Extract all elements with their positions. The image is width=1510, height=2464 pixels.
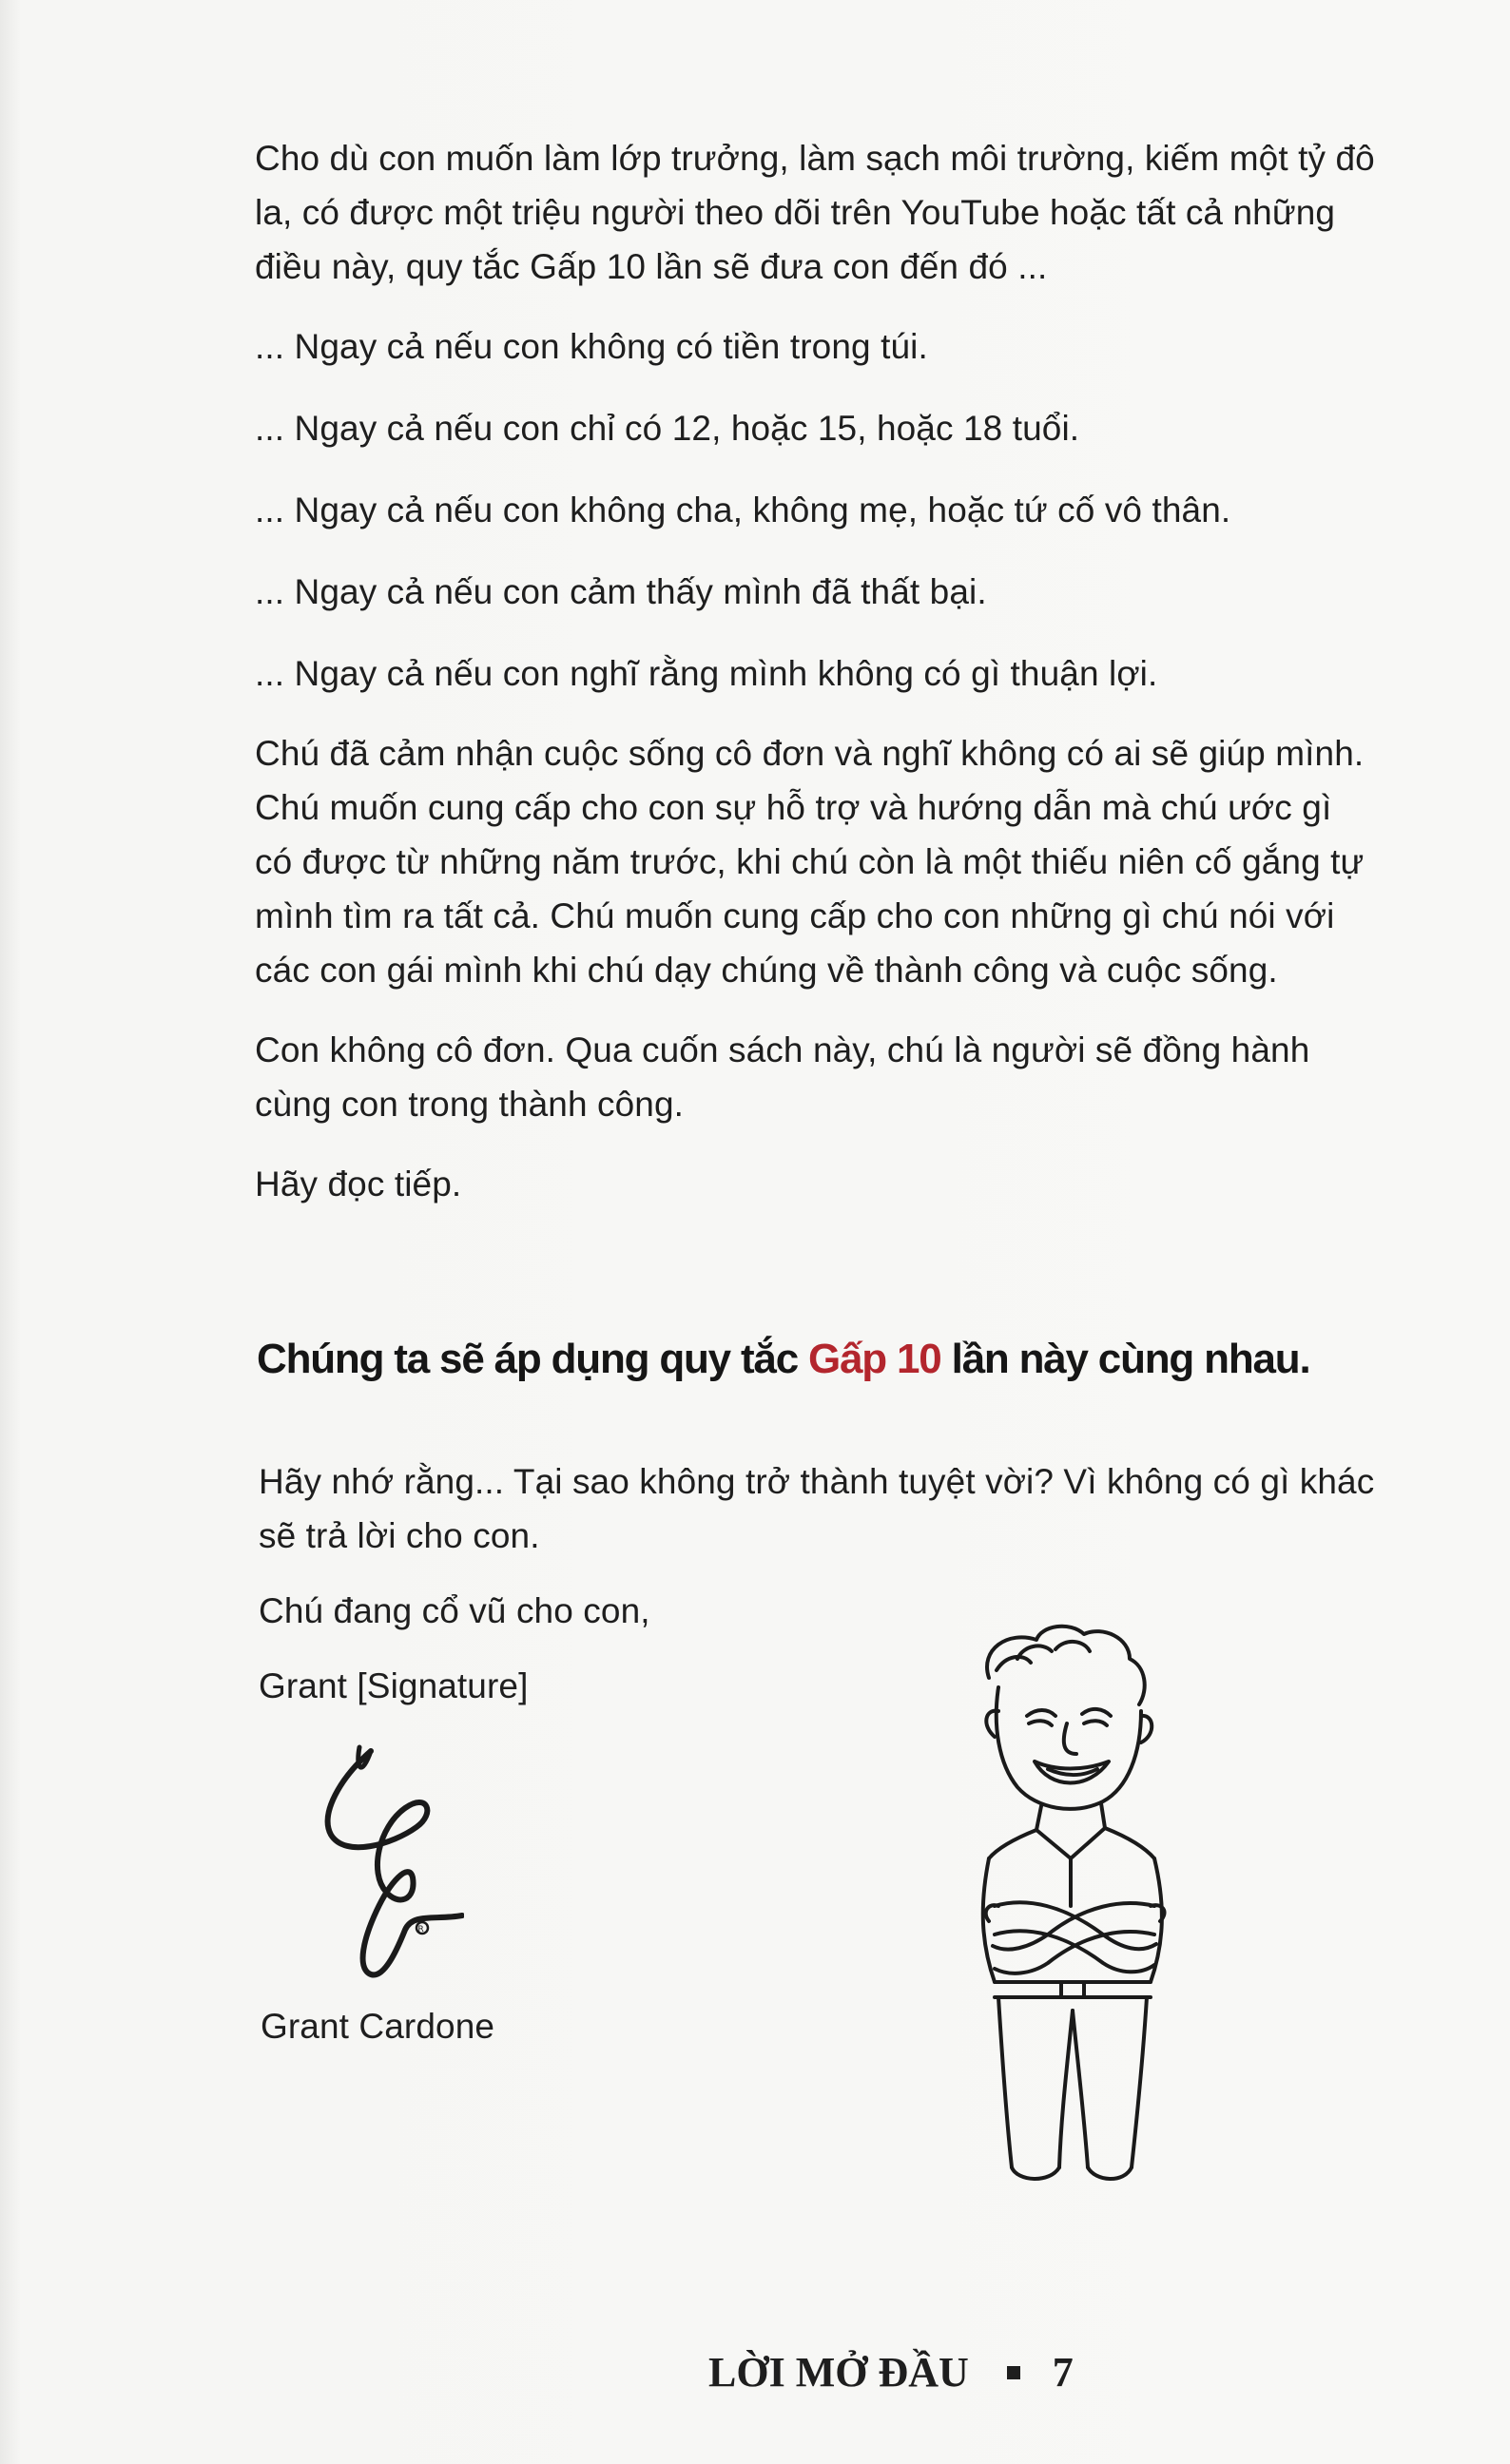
- signature-icon: [302, 1740, 464, 1987]
- paragraph-no-money: ... Ngay cả nếu con không có tiền trong túi.: [255, 327, 928, 366]
- paragraph-no-advantage: ... Ngay cả nếu con nghĩ rằng mình không có gì thuận lợi.: [255, 654, 1158, 693]
- closing-grant: Grant [Signature]: [259, 1666, 529, 1705]
- heading-accent: Gấp 10: [808, 1336, 941, 1382]
- paragraph-read-on: Hãy đọc tiếp.: [255, 1165, 462, 1203]
- body-text: [255, 131, 1377, 1211]
- page-footer: [708, 2348, 1074, 2397]
- footer-square-icon: [1007, 2366, 1020, 2379]
- closing-cheering: Chú đang cổ vũ cho con,: [259, 1591, 650, 1630]
- closing-remember: Hãy nhớ rằng... Tại sao không trở thành tuyệt vời? Vì không có gì khác sẽ trả lời cho con.: [259, 1462, 1375, 1555]
- paragraph-failed: ... Ngay cả nếu con cảm thấy mình đã thất bại.: [255, 572, 987, 611]
- closing-text: [259, 1454, 1381, 1713]
- paragraph-not-alone: Con không cô đơn. Qua cuốn sách này, chú là người sẽ đồng hành cùng con trong thành công.: [255, 1030, 1310, 1124]
- footer-section-title: LỜI MỞ ĐẦU: [708, 2349, 969, 2396]
- heading-text-after: lần này cùng nhau.: [940, 1336, 1310, 1382]
- paragraph-age: ... Ngay cả nếu con chỉ có 12, hoặc 15, hoặc 18 tuổi.: [255, 409, 1080, 448]
- caricature-icon: [960, 1621, 1189, 2191]
- page-number: 7: [1052, 2349, 1074, 2396]
- paragraph-orphan: ... Ngay cả nếu con không cha, không mẹ, hoặc tứ cố vô thân.: [255, 491, 1231, 529]
- heading-text-before: Chúng ta sẽ áp dụng quy tắc: [257, 1336, 808, 1382]
- paragraph-lonely: Chú đã cảm nhận cuộc sống cô đơn và nghĩ không có ai sẽ giúp mình. Chú muốn cung cấp cho con sự hỗ trợ và hướng dẫn mà chú ước gì có được từ những năm trước, khi chú còn là một thiếu niên cố gắng tự mình tìm ra tất cả. Chú muốn cung cấp cho con những gì chú nói với các con gái mình khi chú dạy chúng về thành công và cuộc sống.: [255, 734, 1365, 990]
- signature-name: Grant Cardone: [261, 2007, 495, 2046]
- svg-text:R: R: [417, 1925, 424, 1935]
- section-heading: [257, 1331, 1398, 1388]
- paragraph-intro: Cho dù con muốn làm lớp trưởng, làm sạch môi trường, kiếm một tỷ đô la, có được một triệu người theo dõi trên YouTube hoặc tất cả những điều này, quy tắc Gấp 10 lần sẽ đưa con đến đó ...: [255, 139, 1375, 286]
